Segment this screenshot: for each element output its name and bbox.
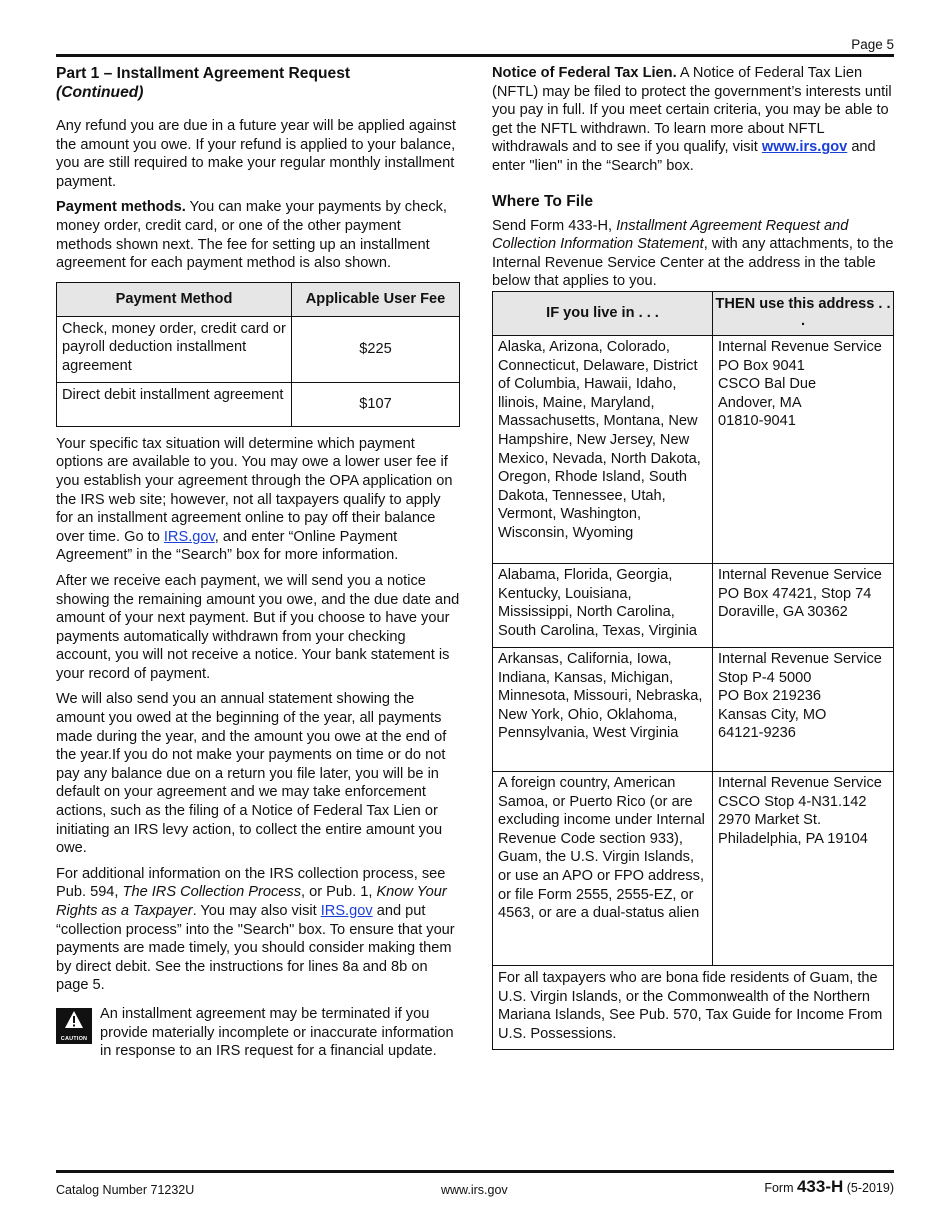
bottom-rule xyxy=(56,1170,894,1173)
states-cell: Alabama, Florida, Georgia, Kentucky, Louisiana, Mississippi, North Carolina, South Carolina, Texas, Virginia xyxy=(493,563,713,647)
page-number: Page 5 xyxy=(851,37,894,52)
page-footer xyxy=(56,1178,894,1202)
states-cell: Alaska, Arizona, Colorado, Connecticut, Delaware, District of Columbia, Hawaii, Idaho, llinois, Maine, Maryland, Massachusetts, Montana, New Hampshire, New Jersey, New Mexico, Nevada, North Dakota, Oregon, Rhode Island, South Dakota, Tennessee, Utah, Vermont, Washington, Wisconsin, Wyoming xyxy=(493,335,713,563)
address-cell: Internal Revenue Service Stop P-4 5000 PO Box 219236 Kansas City, MO 64121-9236 xyxy=(713,647,894,771)
address-table xyxy=(492,291,894,1050)
caution-note xyxy=(56,1005,460,1061)
where-to-file-paragraph: Send Form 433-H, Installment Agreement Request and Collection Information Statement, with any attachments, to the Internal Revenue Service Center at the address in the table below that applies to you. xyxy=(492,217,894,290)
address-cell: Internal Revenue Service PO Box 9041 CSCO Bal Due Andover, MA 01810-9041 xyxy=(713,335,894,563)
fee-table-header-fee: Applicable User Fee xyxy=(292,282,460,316)
possessions-note-cell: For all taxpayers who are bona fide residents of Guam, the U.S. Virgin Islands, or the Commonwealth of the Northern Mariana Islands, See Pub. 570, Tax Guide for Income From U.S. Possessions. xyxy=(493,965,894,1049)
notice-paragraph: After we receive each payment, we will send you a notice showing the remaining amount you owe, and the due date and amount of your next payment. But if you choose to have your payments automatically withdrawn from your checking account, you will not receive a notice. Your bank statement is your record of payment. xyxy=(56,572,460,682)
states-cell: Arkansas, California, Iowa, Indiana, Kansas, Michigan, Minnesota, Missouri, Nebraska, New York, Ohio, Oklahoma, Pennsylvania, West Virginia xyxy=(493,647,713,771)
user-fee-cell: $225 xyxy=(292,316,460,382)
annual-statement-paragraph: We will also send you an annual statement showing the amount you owed at the beginning of the year, all payments made during the year, and the amount you owe at the end of the year.If you do not make your payments on time or do not pay any balance due on a return you file later, you will be in default on your agreement and we may take enforcement actions, such as the filing of a Notice of Federal Tax Lien or initiating an IRS levy action, to collect the entire amount you owe. xyxy=(56,691,447,857)
address-cell: Internal Revenue Service CSCO Stop 4-N31.142 2970 Market St. Philadelphia, PA 19104 xyxy=(713,771,894,965)
caution-text: An installment agreement may be terminated if you provide materially incomplete or inaccurate information in response to an IRS request for a financial update. xyxy=(100,1005,454,1060)
where-to-file-title: Where To File xyxy=(492,192,594,210)
payment-method-cell: Direct debit installment agreement xyxy=(57,382,292,426)
left-column xyxy=(56,64,460,1068)
refund-paragraph: Any refund you are due in a future year will be applied against the amount you owe. If your refund is applied to your balance, you are still required to make your regular monthly installment payment. xyxy=(56,118,456,190)
irs-gov-link[interactable]: IRS.gov xyxy=(320,903,373,919)
payment-methods-paragraph: Payment methods. You can make your payments by check, money order, credit card, or one of the other payment methods shown next. The fee for setting up an installment agreement for each payment method is also shown. xyxy=(56,199,447,272)
right-column xyxy=(492,64,894,1050)
address-table-header-states: IF you live in . . . xyxy=(493,291,713,335)
nftl-paragraph: Notice of Federal Tax Lien. A Notice of Federal Tax Lien (NFTL) may be filed to protect the government’s interests until you pay in full. If you meet certain criteria, you may be able to get the NFTL withdrawn. To learn more about NFTL withdrawals and to see if you qualify, visit www.irs.gov and enter "lien" in the “Search” box. xyxy=(492,65,892,174)
tax-situation-paragraph: Your specific tax situation will determine which payment options are available to you. You may owe a lower user fee if you establish your agreement through the OPA application on the IRS web site; however, not all taxpayers qualify to apply for an installment agreement online to pay off their balance over time. Go to IRS.gov, and enter “Online Payment Agreement” in the “Search” box for more information. xyxy=(56,435,453,564)
fee-table-header-method: Payment Method xyxy=(57,282,292,316)
user-fee-cell: $107 xyxy=(292,382,460,426)
top-rule xyxy=(56,54,894,57)
irs-gov-link[interactable]: IRS.gov xyxy=(163,528,215,545)
irs-gov-link[interactable]: www.irs.gov xyxy=(761,139,848,156)
table-row xyxy=(493,647,894,771)
table-row xyxy=(493,771,894,965)
part1-title: Part 1 – Installment Agreement Request (Continued) xyxy=(56,65,351,101)
table-row xyxy=(57,316,460,382)
caution-icon xyxy=(56,1008,92,1044)
form-identifier: Form 433-H (5-2019) xyxy=(764,1177,894,1196)
payment-method-cell: Check, money order, credit card or payroll deduction installment agreement xyxy=(57,316,292,382)
warning-triangle-icon xyxy=(64,1010,84,1030)
table-row xyxy=(493,563,894,647)
table-row xyxy=(57,382,460,426)
catalog-number: Catalog Number 71232U xyxy=(56,1183,195,1197)
table-row xyxy=(493,965,894,1049)
address-table-header-address: THEN use this address . . . xyxy=(713,291,894,335)
caution-label: CAUTION xyxy=(60,1035,88,1042)
footer-website: www.irs.gov xyxy=(441,1183,508,1197)
address-cell: Internal Revenue Service PO Box 47421, Stop 74 Doraville, GA 30362 xyxy=(713,563,894,647)
table-row xyxy=(493,335,894,563)
fee-table xyxy=(56,282,460,427)
additional-info-paragraph: For additional information on the IRS collection process, see Pub. 594, The IRS Collection Process, or Pub. 1, Know Your Rights as a Taxpayer. You may also visit IRS.gov and put “collection process” into the "Search" box. To ensure that your payments are made timely, you should consider making them by direct debit. See the instructions for lines 8a and 8b on page 5. xyxy=(56,865,455,994)
states-cell: A foreign country, American Samoa, or Puerto Rico (or are excluding income under Internal Revenue Code section 933), Guam, the U.S. Virgin Islands, or use an APO or FPO address, or file Form 2555, 2555-EZ, or 4563, or are a dual-status alien xyxy=(493,771,713,965)
